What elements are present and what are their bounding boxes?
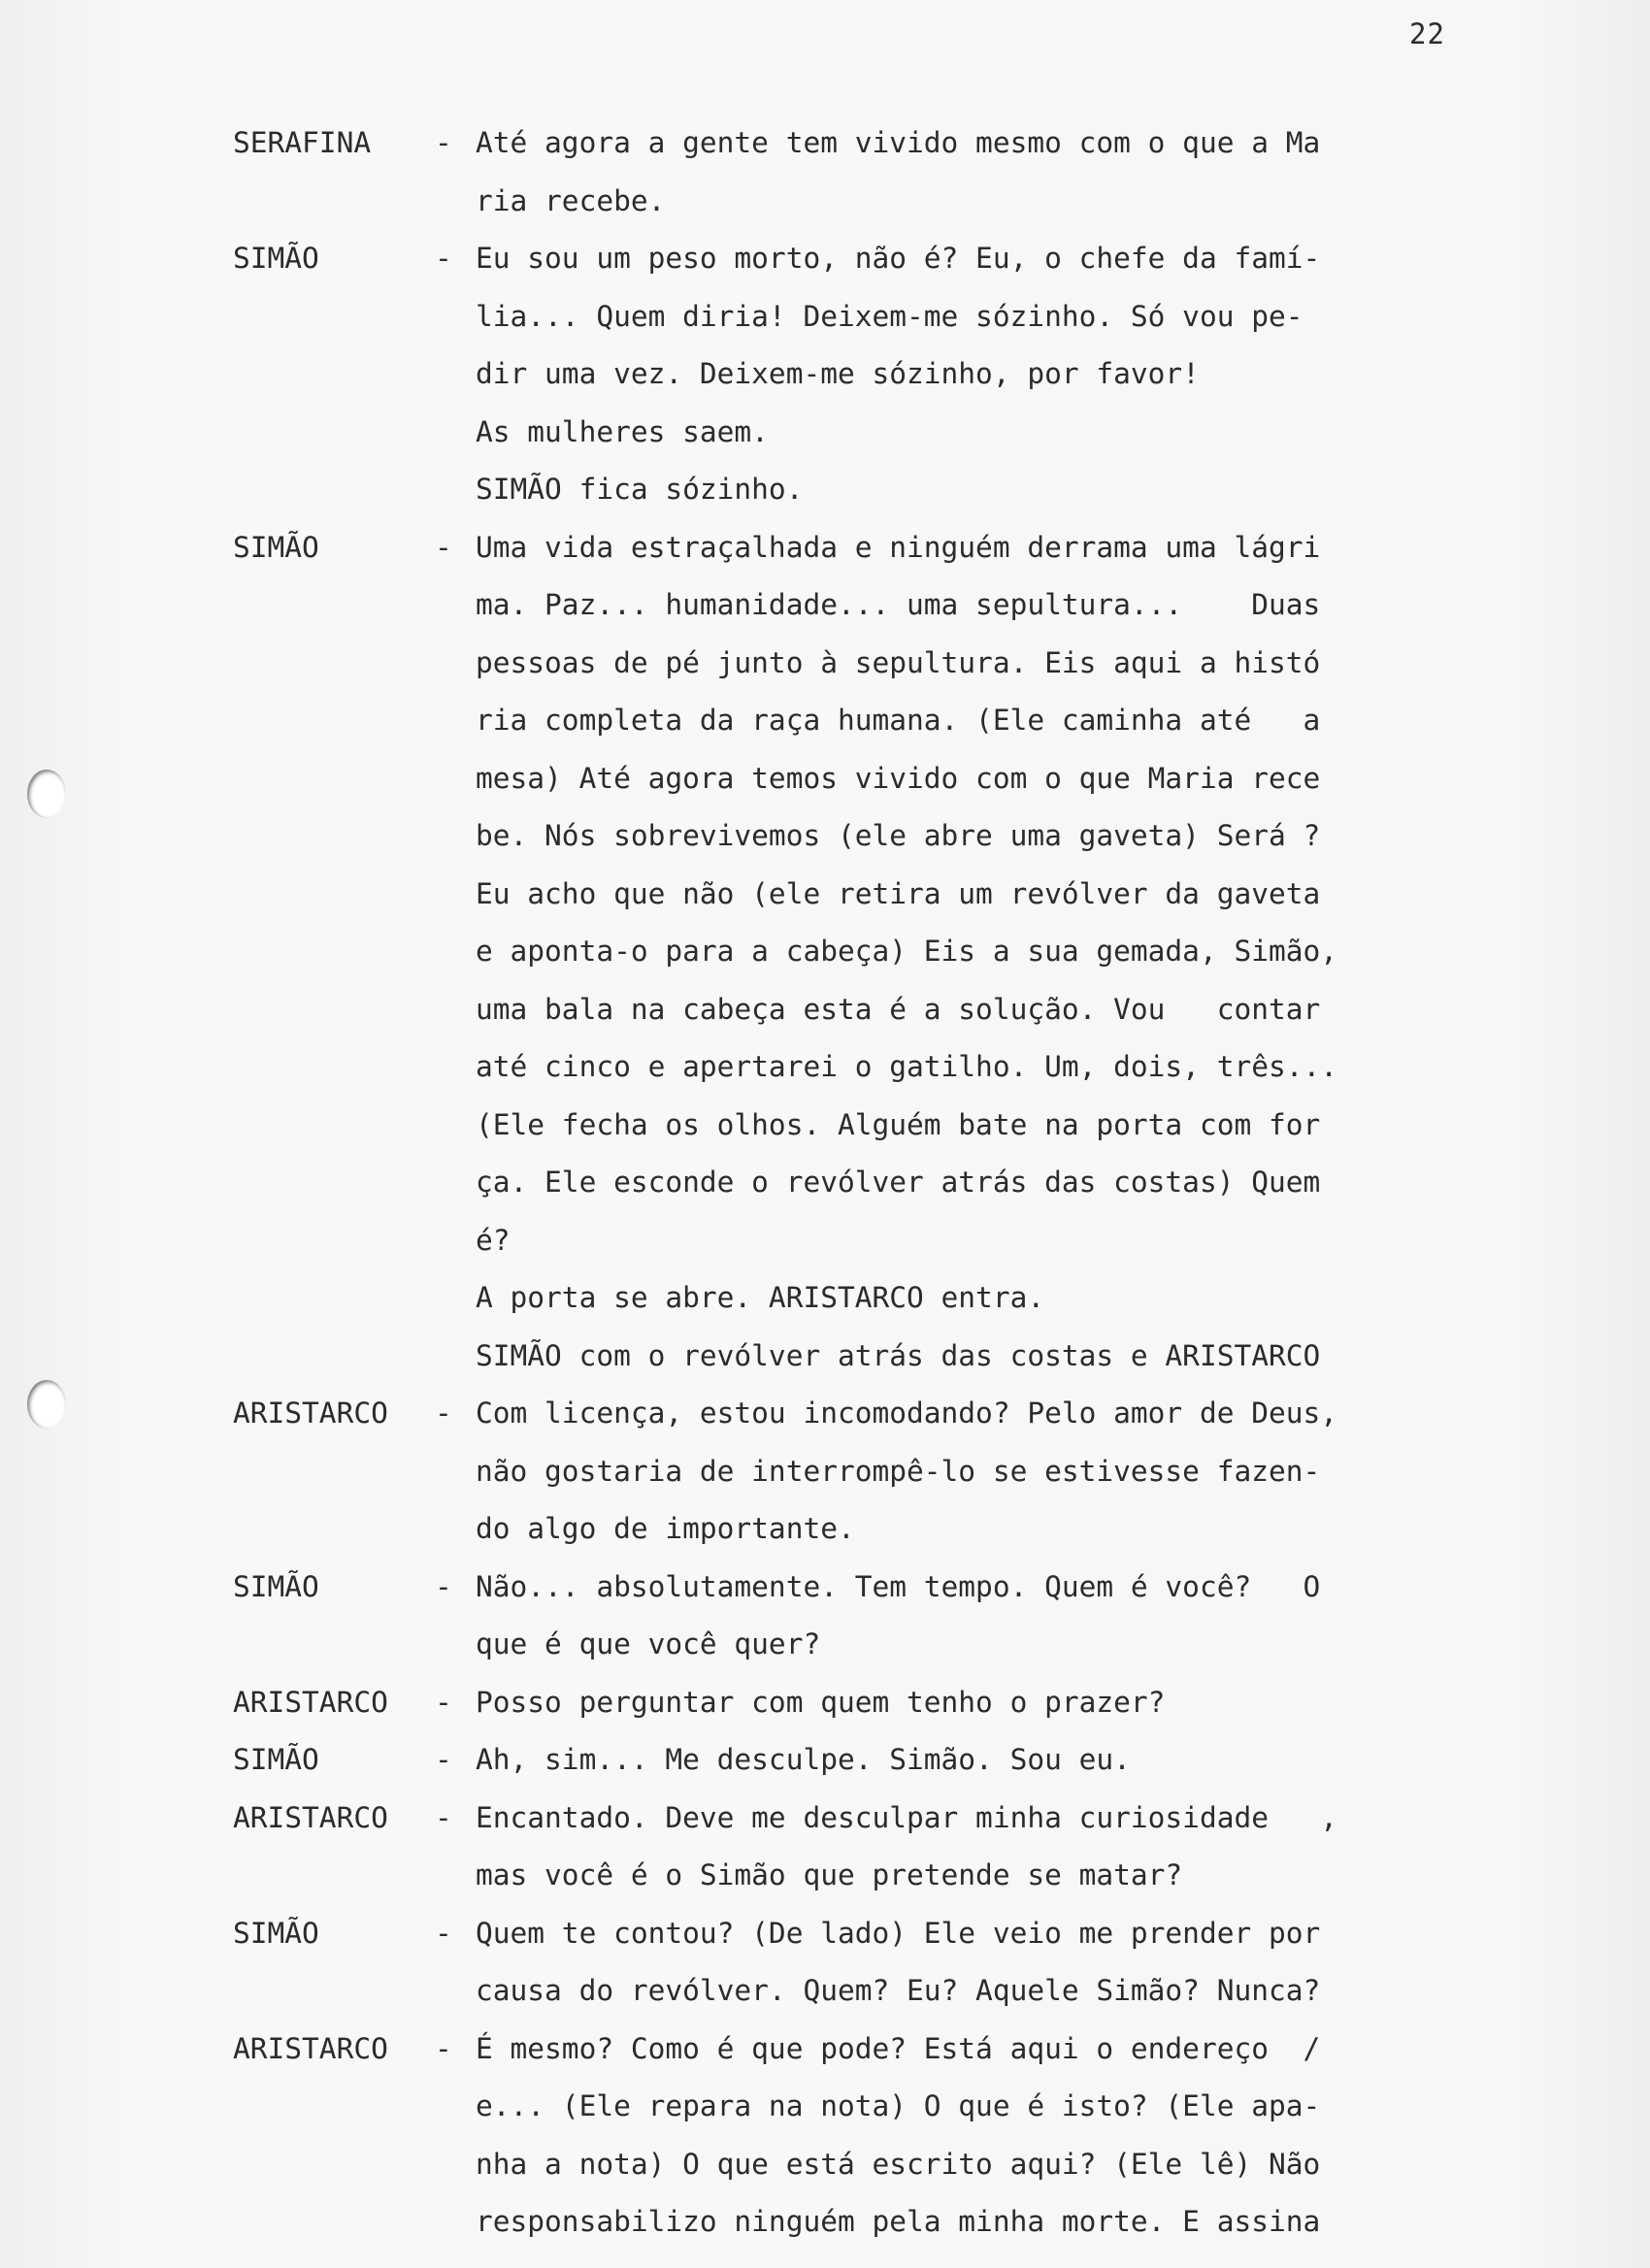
line-text: Quem te contou? (De lado) Ele veio me prender por	[476, 1916, 1321, 1950]
script-line	[233, 1847, 1485, 1905]
script-line	[233, 981, 1485, 1039]
script-line	[233, 461, 1485, 519]
speaker-name: SIMÃO	[233, 530, 319, 564]
line-text: Eu sou um peso morto, não é? Eu, o chefe da famí-	[476, 242, 1321, 275]
script-line	[233, 1269, 1485, 1328]
binder-hole	[27, 1380, 66, 1429]
script-line	[233, 750, 1485, 808]
line-text: É mesmo? Como é que pode? Está aqui o endereço /	[476, 2031, 1321, 2065]
line-text: lia... Quem diria! Deixem-me sózinho. Só vou pe-	[476, 299, 1304, 333]
line-text: do algo de importante.	[476, 1512, 855, 1545]
script-body	[233, 115, 1485, 2252]
page-number: 22	[1409, 17, 1445, 50]
script-line	[233, 1385, 1485, 1443]
line-text: dir uma vez. Deixem-me sózinho, por favor!	[476, 357, 1200, 390]
dialogue-dash: -	[435, 1569, 452, 1603]
script-line	[233, 1559, 1485, 1617]
dialogue-dash: -	[435, 2031, 452, 2065]
script-line	[233, 288, 1485, 346]
line-text: é?	[476, 1223, 511, 1257]
speaker-name: ARISTARCO	[233, 1397, 388, 1430]
script-line	[233, 115, 1485, 173]
script-line	[233, 2021, 1485, 2079]
speaker-name: ARISTARCO	[233, 1685, 388, 1719]
script-line	[233, 1790, 1485, 1848]
line-text: pessoas de pé junto à sepultura. Eis aqui a histó	[476, 645, 1321, 679]
script-line	[233, 345, 1485, 404]
line-text: e aponta-o para a cabeça) Eis a sua gemada, Simão,	[476, 935, 1338, 968]
speaker-name: SIMÃO	[233, 1569, 319, 1603]
script-line	[233, 1154, 1485, 1212]
line-text: que é que você quer?	[476, 1627, 821, 1660]
line-text: ria recebe.	[476, 183, 666, 217]
line-text: mesa) Até agora temos vivido com o que Maria rece	[476, 761, 1321, 795]
speaker-name: SERAFINA	[233, 126, 372, 159]
binder-hole	[27, 770, 66, 818]
script-line	[233, 1905, 1485, 1963]
line-text: Com licença, estou incomodando? Pelo amor de Deus,	[476, 1397, 1338, 1430]
speaker-name: SIMÃO	[233, 1916, 319, 1950]
line-text: ria completa da raça humana. (Ele caminha até a	[476, 704, 1321, 737]
speaker-name: ARISTARCO	[233, 1800, 388, 1834]
speaker-name: SIMÃO	[233, 1743, 319, 1776]
dialogue-dash: -	[435, 1916, 452, 1950]
line-text: Ah, sim... Me desculpe. Simão. Sou eu.	[476, 1743, 1131, 1776]
line-text: Até agora a gente tem vivido mesmo com o que a Ma	[476, 126, 1321, 159]
dialogue-dash: -	[435, 242, 452, 275]
script-line	[233, 866, 1485, 924]
line-text: Posso perguntar com quem tenho o prazer?	[476, 1685, 1166, 1719]
dialogue-dash: -	[435, 126, 452, 159]
line-text: SIMÃO com o revólver atrás das costas e ARISTARCO	[476, 1338, 1321, 1372]
script-line	[233, 519, 1485, 577]
line-text: causa do revólver. Quem? Eu? Aquele Simão? Nunca?	[476, 1974, 1321, 2007]
script-line	[233, 2078, 1485, 2136]
script-line	[233, 173, 1485, 231]
line-text: ma. Paz... humanidade... uma sepultura... Duas	[476, 588, 1321, 621]
script-line	[233, 1616, 1485, 1674]
script-line	[233, 576, 1485, 635]
script-line	[233, 1500, 1485, 1559]
line-text: be. Nós sobrevivemos (ele abre uma gaveta) Será ?	[476, 819, 1321, 852]
line-text: ça. Ele esconde o revólver atrás das costas) Quem	[476, 1166, 1321, 1199]
speaker-name: ARISTARCO	[233, 2031, 388, 2065]
script-line	[233, 2193, 1485, 2252]
speaker-name: SIMÃO	[233, 242, 319, 275]
dialogue-dash: -	[435, 1397, 452, 1430]
line-text: Uma vida estraçalhada e ninguém derrama uma lágri	[476, 530, 1321, 564]
script-line	[233, 230, 1485, 288]
script-line	[233, 1731, 1485, 1790]
script-line	[233, 923, 1485, 981]
script-line	[233, 1097, 1485, 1155]
line-text: não gostaria de interrompê-lo se estivesse fazen-	[476, 1454, 1321, 1488]
script-line	[233, 635, 1485, 693]
script-line	[233, 1443, 1485, 1501]
line-text: A porta se abre. ARISTARCO entra.	[476, 1281, 1045, 1314]
script-line	[233, 404, 1485, 462]
script-line	[233, 1962, 1485, 2021]
dialogue-dash: -	[435, 1743, 452, 1776]
script-line	[233, 2136, 1485, 2194]
line-text: Não... absolutamente. Tem tempo. Quem é você? O	[476, 1569, 1321, 1603]
line-text: mas você é o Simão que pretende se matar?	[476, 1858, 1183, 1891]
dialogue-dash: -	[435, 530, 452, 564]
script-line	[233, 1674, 1485, 1732]
script-line	[233, 1038, 1485, 1097]
dialogue-dash: -	[435, 1685, 452, 1719]
script-line	[233, 692, 1485, 750]
line-text: e... (Ele repara na nota) O que é isto? (Ele apa-	[476, 2089, 1321, 2122]
script-line	[233, 1212, 1485, 1270]
line-text: As mulheres saem.	[476, 414, 769, 448]
script-line	[233, 807, 1485, 866]
line-text: responsabilizo ninguém pela minha morte. E assina	[476, 2205, 1321, 2238]
line-text: Eu acho que não (ele retira um revólver da gaveta	[476, 876, 1321, 910]
line-text: nha a nota) O que está escrito aqui? (Ele lê) Não	[476, 2147, 1321, 2181]
line-text: uma bala na cabeça esta é a solução. Vou contar	[476, 992, 1321, 1026]
script-line	[233, 1328, 1485, 1386]
line-text: Encantado. Deve me desculpar minha curiosidade ,	[476, 1800, 1338, 1834]
line-text: SIMÃO fica sózinho.	[476, 473, 804, 506]
line-text: (Ele fecha os olhos. Alguém bate na porta com for	[476, 1107, 1321, 1141]
dialogue-dash: -	[435, 1800, 452, 1834]
line-text: até cinco e apertarei o gatilho. Um, dois, três...	[476, 1050, 1338, 1083]
